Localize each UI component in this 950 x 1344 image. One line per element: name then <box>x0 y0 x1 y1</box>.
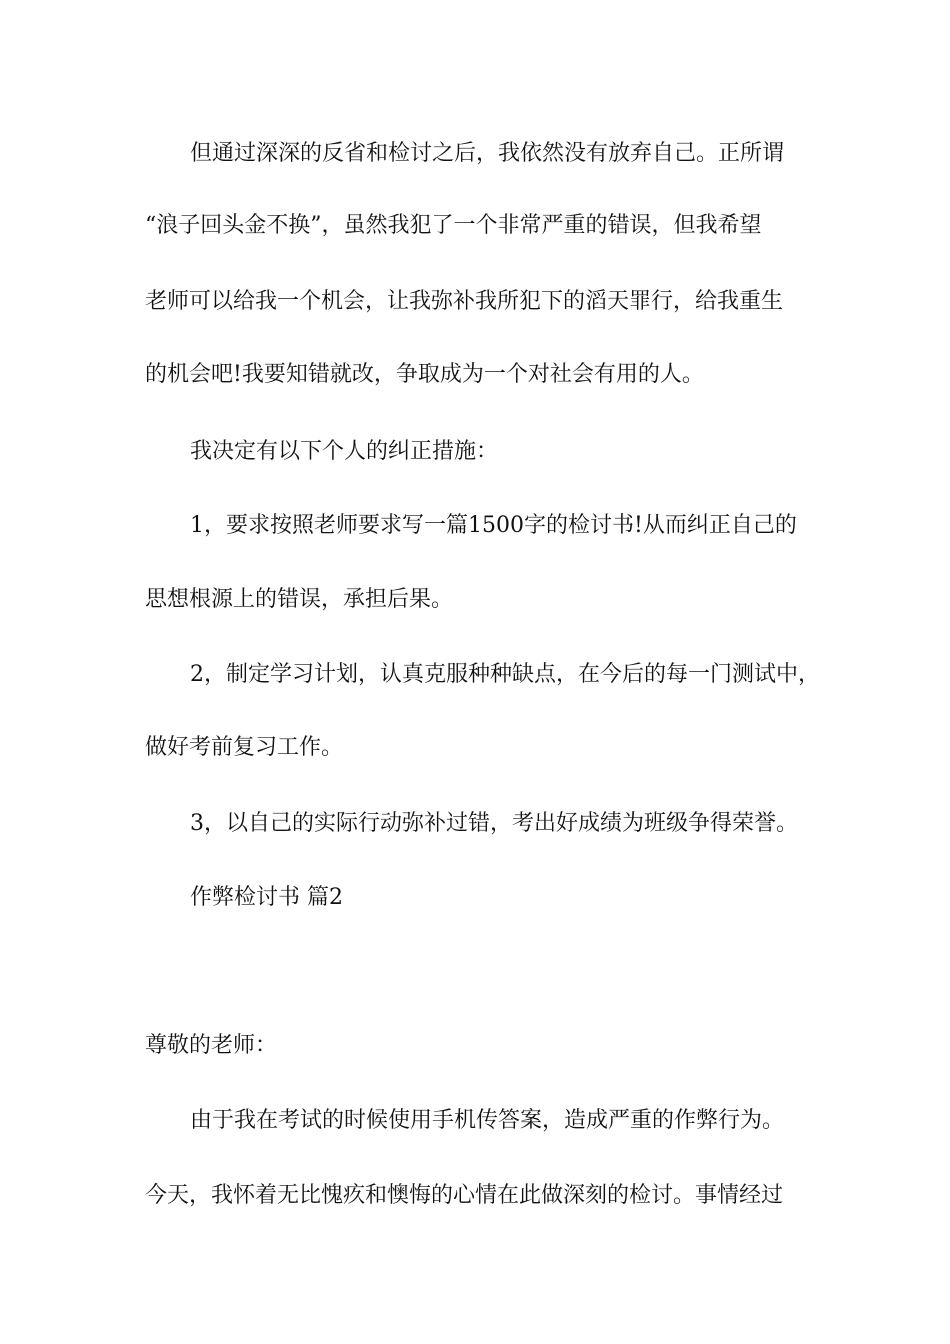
measure-2-line-2: 做好考前复习工作。 <box>145 735 344 760</box>
paragraph-line-3: 老师可以给我一个机会，让我弥补我所犯下的滔天罪行，给我重生 <box>145 289 784 314</box>
measure-2-line-1: 2，制定学习计划，认真克服种种缺点，在今后的每一门测试中， <box>190 662 820 687</box>
measure-3: 3，以自己的实际行动弥补过错，考出好成绩为班级争得荣誉。 <box>190 811 798 836</box>
paragraph-line-4: 的机会吧!我要知错就改，争取成为一个对社会有用的人。 <box>145 362 704 387</box>
body-line-1: 由于我在考试的时候使用手机传答案，造成严重的作弊行为。 <box>190 1108 785 1133</box>
paragraph-line-2: “浪子回头金不换”，虽然我犯了一个非常严重的错误，但我希望 <box>145 213 762 238</box>
body-line-2: 今天，我怀着无比愧疚和懊悔的心情在此做深刻的检讨。事情经过 <box>145 1183 784 1208</box>
paragraph-line-1: 但通过深深的反省和检讨之后，我依然没有放弃自己。正所谓 <box>190 141 785 166</box>
measures-intro: 我决定有以下个人的纠正措施： <box>190 439 499 464</box>
measure-1-line-2: 思想根源上的错误，承担后果。 <box>145 587 454 612</box>
salutation: 尊敬的老师： <box>145 1033 278 1058</box>
measure-1-line-1: 1，要求按照老师要求写一篇1500字的检讨书!从而纠正自己的 <box>190 513 797 538</box>
section-title: 作弊检讨书 篇2 <box>190 885 343 910</box>
